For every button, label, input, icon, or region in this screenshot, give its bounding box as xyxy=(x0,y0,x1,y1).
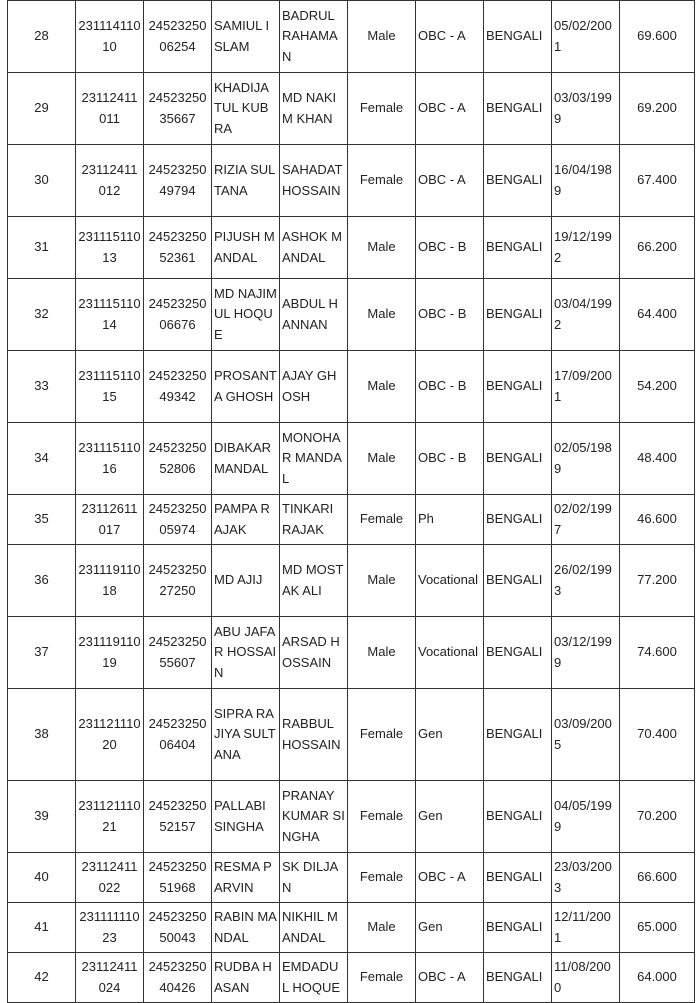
marks-cell: 70.400 xyxy=(620,689,695,781)
candidate-name-cell: PAMPA RAJAK xyxy=(212,495,280,545)
father-name-cell: MONOHAR MANDAL xyxy=(280,423,348,495)
registration-number-cell: 2452325052361 xyxy=(144,217,212,279)
father-name-cell: PRANAY KUMAR SINGHA xyxy=(280,781,348,853)
category-cell: OBC - B xyxy=(416,279,484,351)
father-name-cell: MD MOSTAK ALI xyxy=(280,545,348,617)
category-cell: OBC - A xyxy=(416,853,484,903)
application-number-cell: 23111511016 xyxy=(76,423,144,495)
table-row xyxy=(8,423,695,495)
registration-number-cell: 2452325055607 xyxy=(144,617,212,689)
marks-cell: 64.000 xyxy=(620,953,695,1003)
registration-number-cell: 2452325040426 xyxy=(144,953,212,1003)
father-name-cell: BADRUL RAHAMAN xyxy=(280,1,348,73)
application-number-cell: 23112411024 xyxy=(76,953,144,1003)
date-of-birth-cell: 03/03/1999 xyxy=(552,73,620,145)
candidate-name-cell: MD NAJIMUL HOQUE xyxy=(212,279,280,351)
application-number-cell: 23111411010 xyxy=(76,1,144,73)
marks-cell: 67.400 xyxy=(620,145,695,217)
language-cell: BENGALI xyxy=(484,545,552,617)
date-of-birth-cell: 26/02/1993 xyxy=(552,545,620,617)
serial-number-cell: 32 xyxy=(8,279,76,351)
date-of-birth-cell: 12/11/2001 xyxy=(552,903,620,953)
table-row xyxy=(8,781,695,853)
registration-number-cell: 2452325006254 xyxy=(144,1,212,73)
gender-cell: Male xyxy=(348,423,416,495)
father-name-cell: SAHADAT HOSSAIN xyxy=(280,145,348,217)
registration-number-cell: 2452325049794 xyxy=(144,145,212,217)
category-cell: OBC - B xyxy=(416,351,484,423)
serial-number-cell: 39 xyxy=(8,781,76,853)
table-row xyxy=(8,545,695,617)
registration-number-cell: 2452325049342 xyxy=(144,351,212,423)
candidate-name-cell: PALLABI SINGHA xyxy=(212,781,280,853)
language-cell: BENGALI xyxy=(484,1,552,73)
gender-cell: Male xyxy=(348,545,416,617)
marks-cell: 69.600 xyxy=(620,1,695,73)
gender-cell: Female xyxy=(348,73,416,145)
category-cell: Gen xyxy=(416,903,484,953)
language-cell: BENGALI xyxy=(484,903,552,953)
marks-cell: 48.400 xyxy=(620,423,695,495)
marks-cell: 64.400 xyxy=(620,279,695,351)
table-row xyxy=(8,689,695,781)
category-cell: Ph xyxy=(416,495,484,545)
registration-number-cell: 2452325052157 xyxy=(144,781,212,853)
registration-number-cell: 2452325050043 xyxy=(144,903,212,953)
table-row xyxy=(8,853,695,903)
candidate-name-cell: RABIN MANDAL xyxy=(212,903,280,953)
application-number-cell: 23112111021 xyxy=(76,781,144,853)
serial-number-cell: 28 xyxy=(8,1,76,73)
language-cell: BENGALI xyxy=(484,781,552,853)
table-row xyxy=(8,351,695,423)
date-of-birth-cell: 02/05/1989 xyxy=(552,423,620,495)
application-number-cell: 23112411011 xyxy=(76,73,144,145)
registration-number-cell: 2452325035667 xyxy=(144,73,212,145)
date-of-birth-cell: 19/12/1992 xyxy=(552,217,620,279)
category-cell: OBC - A xyxy=(416,953,484,1003)
gender-cell: Male xyxy=(348,279,416,351)
candidate-name-cell: RIZIA SULTANA xyxy=(212,145,280,217)
marks-cell: 69.200 xyxy=(620,73,695,145)
category-cell: Gen xyxy=(416,781,484,853)
date-of-birth-cell: 23/03/2003 xyxy=(552,853,620,903)
father-name-cell: ASHOK MANDAL xyxy=(280,217,348,279)
serial-number-cell: 36 xyxy=(8,545,76,617)
language-cell: BENGALI xyxy=(484,689,552,781)
date-of-birth-cell: 03/09/2005 xyxy=(552,689,620,781)
application-number-cell: 23112611017 xyxy=(76,495,144,545)
application-number-cell: 23111111023 xyxy=(76,903,144,953)
language-cell: BENGALI xyxy=(484,423,552,495)
marks-cell: 54.200 xyxy=(620,351,695,423)
table-row xyxy=(8,903,695,953)
gender-cell: Male xyxy=(348,217,416,279)
gender-cell: Female xyxy=(348,495,416,545)
marks-cell: 77.200 xyxy=(620,545,695,617)
language-cell: BENGALI xyxy=(484,853,552,903)
table-row xyxy=(8,217,695,279)
registration-number-cell: 2452325006676 xyxy=(144,279,212,351)
father-name-cell: EMDADUL HOQUE xyxy=(280,953,348,1003)
candidate-name-cell: RESMA PARVIN xyxy=(212,853,280,903)
father-name-cell: ABDUL HANNAN xyxy=(280,279,348,351)
gender-cell: Male xyxy=(348,1,416,73)
application-number-cell: 23112411022 xyxy=(76,853,144,903)
marks-cell: 65.000 xyxy=(620,903,695,953)
serial-number-cell: 34 xyxy=(8,423,76,495)
serial-number-cell: 42 xyxy=(8,953,76,1003)
father-name-cell: MD NAKIM KHAN xyxy=(280,73,348,145)
gender-cell: Male xyxy=(348,351,416,423)
father-name-cell: SK DILJAN xyxy=(280,853,348,903)
date-of-birth-cell: 02/02/1997 xyxy=(552,495,620,545)
category-cell: OBC - B xyxy=(416,217,484,279)
candidate-name-cell: RUDBA HASAN xyxy=(212,953,280,1003)
application-number-cell: 23111911018 xyxy=(76,545,144,617)
date-of-birth-cell: 11/08/2000 xyxy=(552,953,620,1003)
registration-number-cell: 2452325052806 xyxy=(144,423,212,495)
marks-cell: 74.600 xyxy=(620,617,695,689)
date-of-birth-cell: 03/12/1999 xyxy=(552,617,620,689)
table-row xyxy=(8,1,695,73)
application-number-cell: 23112111020 xyxy=(76,689,144,781)
application-number-cell: 23111511014 xyxy=(76,279,144,351)
category-cell: OBC - A xyxy=(416,1,484,73)
table-row xyxy=(8,279,695,351)
serial-number-cell: 31 xyxy=(8,217,76,279)
candidate-name-cell: MD AJIJ xyxy=(212,545,280,617)
date-of-birth-cell: 03/04/1992 xyxy=(552,279,620,351)
candidate-name-cell: PIJUSH MANDAL xyxy=(212,217,280,279)
date-of-birth-cell: 04/05/1999 xyxy=(552,781,620,853)
category-cell: Vocational xyxy=(416,617,484,689)
candidate-name-cell: ABU JAFAR HOSSAIN xyxy=(212,617,280,689)
language-cell: BENGALI xyxy=(484,145,552,217)
father-name-cell: AJAY GHOSH xyxy=(280,351,348,423)
table-row xyxy=(8,73,695,145)
serial-number-cell: 33 xyxy=(8,351,76,423)
category-cell: OBC - A xyxy=(416,73,484,145)
father-name-cell: NIKHIL MANDAL xyxy=(280,903,348,953)
table-row xyxy=(8,617,695,689)
language-cell: BENGALI xyxy=(484,953,552,1003)
date-of-birth-cell: 17/09/2001 xyxy=(552,351,620,423)
category-cell: Gen xyxy=(416,689,484,781)
category-cell: OBC - B xyxy=(416,423,484,495)
gender-cell: Female xyxy=(348,853,416,903)
gender-cell: Male xyxy=(348,617,416,689)
category-cell: OBC - A xyxy=(416,145,484,217)
application-number-cell: 23112411012 xyxy=(76,145,144,217)
serial-number-cell: 40 xyxy=(8,853,76,903)
table-row xyxy=(8,953,695,1003)
candidate-name-cell: SAMIUL ISLAM xyxy=(212,1,280,73)
language-cell: BENGALI xyxy=(484,279,552,351)
candidate-name-cell: SIPRA RAJIYA SULTANA xyxy=(212,689,280,781)
date-of-birth-cell: 16/04/1989 xyxy=(552,145,620,217)
father-name-cell: RABBUL HOSSAIN xyxy=(280,689,348,781)
gender-cell: Female xyxy=(348,145,416,217)
marks-cell: 66.200 xyxy=(620,217,695,279)
serial-number-cell: 37 xyxy=(8,617,76,689)
serial-number-cell: 41 xyxy=(8,903,76,953)
candidate-name-cell: KHADIJA TUL KUBRA xyxy=(212,73,280,145)
language-cell: BENGALI xyxy=(484,617,552,689)
registration-number-cell: 2452325005974 xyxy=(144,495,212,545)
table-row xyxy=(8,145,695,217)
father-name-cell: ARSAD HOSSAIN xyxy=(280,617,348,689)
registration-number-cell: 2452325051968 xyxy=(144,853,212,903)
marks-cell: 66.600 xyxy=(620,853,695,903)
father-name-cell: TINKARI RAJAK xyxy=(280,495,348,545)
date-of-birth-cell: 05/02/2001 xyxy=(552,1,620,73)
application-number-cell: 23111911019 xyxy=(76,617,144,689)
candidate-name-cell: PROSANTA GHOSH xyxy=(212,351,280,423)
candidate-name-cell: DIBAKAR MANDAL xyxy=(212,423,280,495)
registration-number-cell: 2452325027250 xyxy=(144,545,212,617)
merit-list-table xyxy=(7,0,695,1003)
serial-number-cell: 38 xyxy=(8,689,76,781)
table-row xyxy=(8,495,695,545)
application-number-cell: 23111511015 xyxy=(76,351,144,423)
language-cell: BENGALI xyxy=(484,351,552,423)
language-cell: BENGALI xyxy=(484,495,552,545)
application-number-cell: 23111511013 xyxy=(76,217,144,279)
language-cell: BENGALI xyxy=(484,217,552,279)
serial-number-cell: 35 xyxy=(8,495,76,545)
language-cell: BENGALI xyxy=(484,73,552,145)
gender-cell: Female xyxy=(348,781,416,853)
gender-cell: Female xyxy=(348,689,416,781)
category-cell: Vocational xyxy=(416,545,484,617)
serial-number-cell: 30 xyxy=(8,145,76,217)
marks-cell: 70.200 xyxy=(620,781,695,853)
serial-number-cell: 29 xyxy=(8,73,76,145)
table-body xyxy=(8,1,695,1003)
registration-number-cell: 2452325006404 xyxy=(144,689,212,781)
gender-cell: Male xyxy=(348,903,416,953)
gender-cell: Female xyxy=(348,953,416,1003)
marks-cell: 46.600 xyxy=(620,495,695,545)
